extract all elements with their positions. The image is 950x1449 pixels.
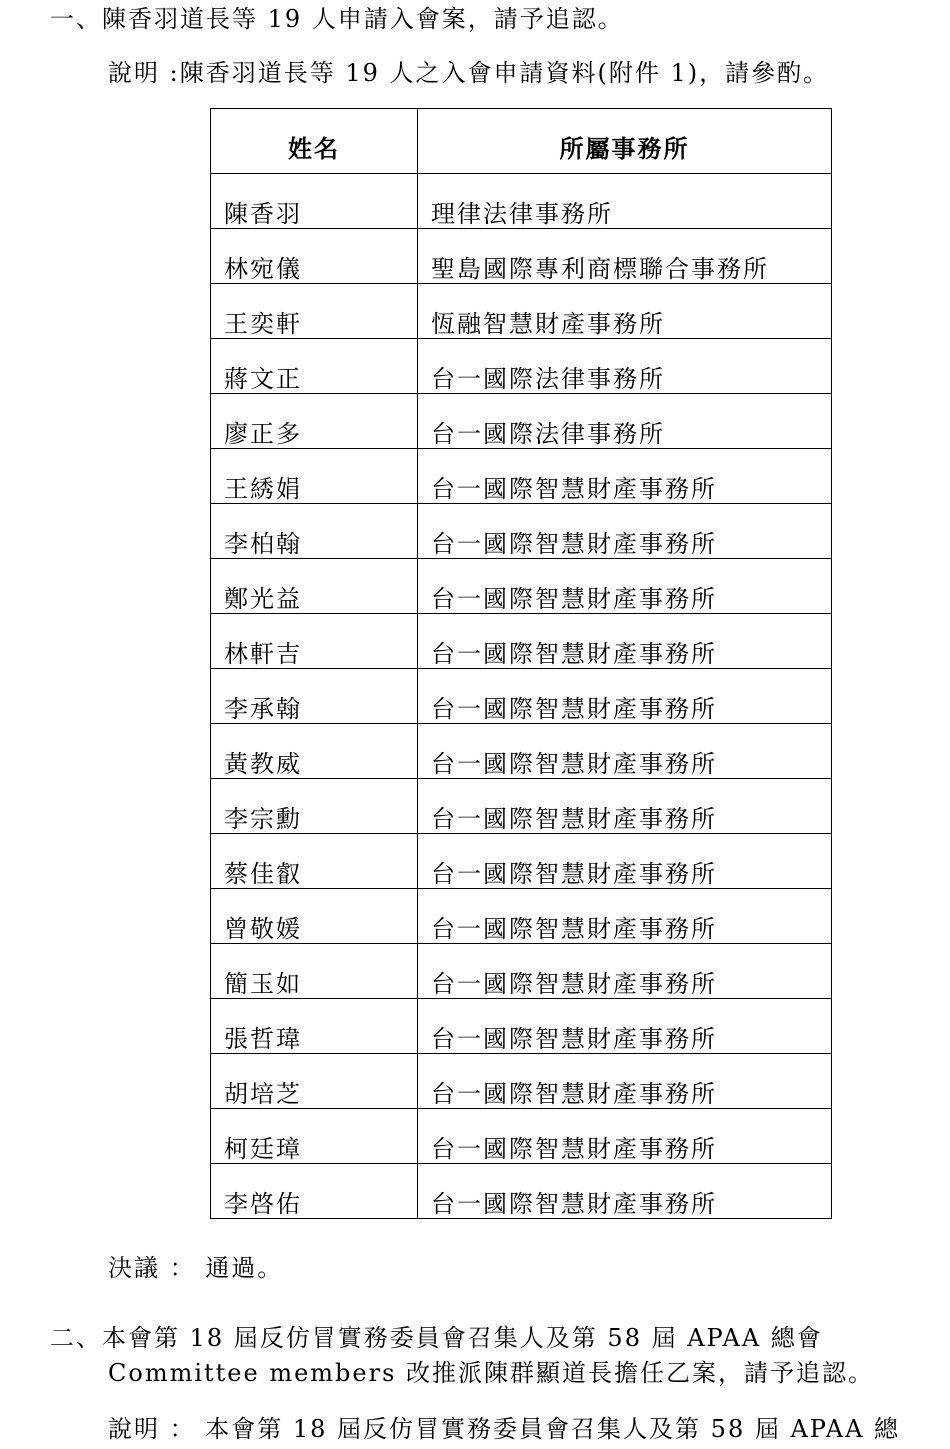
member-name: 柯廷璋 [211, 1109, 418, 1164]
table-row [211, 1054, 832, 1109]
table-row [211, 174, 832, 229]
table-row [211, 449, 832, 504]
member-name: 簡玉如 [211, 944, 418, 999]
agenda-item-2-title-line1: 二、本會第 18 屆反仿冒實務委員會召集人及第 58 屆 APAA 總會 [50, 1324, 823, 1352]
member-name: 蔣文正 [211, 339, 418, 394]
table-row [211, 614, 832, 669]
member-firm: 台一國際智慧財產事務所 [418, 669, 832, 724]
table-row [211, 834, 832, 889]
member-application-table [210, 108, 832, 1219]
member-firm: 台一國際智慧財產事務所 [418, 1164, 832, 1219]
table-row [211, 724, 832, 779]
member-name: 王綉娟 [211, 449, 418, 504]
member-name: 李啓佑 [211, 1164, 418, 1219]
header-firm: 所屬事務所 [418, 109, 832, 174]
agenda-item-1-title: 一、陳香羽道長等 19 人申請入會案，請予追認。 [50, 5, 624, 33]
member-name: 張哲瑋 [211, 999, 418, 1054]
member-name: 胡培芝 [211, 1054, 418, 1109]
member-firm: 台一國際智慧財產事務所 [418, 614, 832, 669]
table-row [211, 999, 832, 1054]
member-name: 李宗勳 [211, 779, 418, 834]
table-row [211, 1109, 832, 1164]
member-name: 王奕軒 [211, 284, 418, 339]
member-firm: 台一國際智慧財產事務所 [418, 999, 832, 1054]
member-firm: 台一國際智慧財產事務所 [418, 889, 832, 944]
header-name: 姓名 [211, 109, 418, 174]
member-firm: 台一國際智慧財產事務所 [418, 724, 832, 779]
member-firm: 台一國際智慧財產事務所 [418, 559, 832, 614]
member-firm: 恆融智慧財產事務所 [418, 284, 832, 339]
agenda-item-1-resolution: 決議 ： 通過。 [108, 1254, 284, 1282]
member-firm: 台一國際智慧財產事務所 [418, 1054, 832, 1109]
member-firm: 台一國際智慧財產事務所 [418, 504, 832, 559]
member-firm: 台一國際法律事務所 [418, 339, 832, 394]
table-row [211, 504, 832, 559]
member-name: 黃教威 [211, 724, 418, 779]
agenda-item-2-title-line2: Committee members 改推派陳群顯道長擔任乙案，請予追認。 [108, 1359, 875, 1387]
table-row [211, 669, 832, 724]
table-row [211, 889, 832, 944]
table-row [211, 284, 832, 339]
member-name: 林軒吉 [211, 614, 418, 669]
table-row [211, 394, 832, 449]
table-header-row [211, 109, 832, 174]
member-firm: 台一國際智慧財產事務所 [418, 944, 832, 999]
member-firm: 聖島國際專利商標聯合事務所 [418, 229, 832, 284]
agenda-item-1-note: 說明 :陳香羽道長等 19 人之入會申請資料(附件 1)，請參酌。 [108, 59, 830, 87]
member-firm: 台一國際智慧財產事務所 [418, 834, 832, 889]
agenda-item-2-note: 說明 ： 本會第 18 屆反仿冒實務委員會召集人及第 58 屆 APAA 總 [108, 1415, 901, 1443]
table-row [211, 339, 832, 394]
member-name: 鄭光益 [211, 559, 418, 614]
table-row [211, 1164, 832, 1219]
table-row [211, 779, 832, 834]
member-firm: 台一國際智慧財產事務所 [418, 449, 832, 504]
member-name: 林宛儀 [211, 229, 418, 284]
member-firm: 台一國際智慧財產事務所 [418, 779, 832, 834]
table-row [211, 229, 832, 284]
member-name: 陳香羽 [211, 174, 418, 229]
member-name: 李柏翰 [211, 504, 418, 559]
member-firm: 台一國際智慧財產事務所 [418, 1109, 832, 1164]
member-name: 曾敬媛 [211, 889, 418, 944]
member-firm: 台一國際法律事務所 [418, 394, 832, 449]
table-row [211, 559, 832, 614]
member-firm: 理律法律事務所 [418, 174, 832, 229]
table-row [211, 944, 832, 999]
member-name: 廖正多 [211, 394, 418, 449]
member-name: 蔡佳叡 [211, 834, 418, 889]
member-name: 李承翰 [211, 669, 418, 724]
